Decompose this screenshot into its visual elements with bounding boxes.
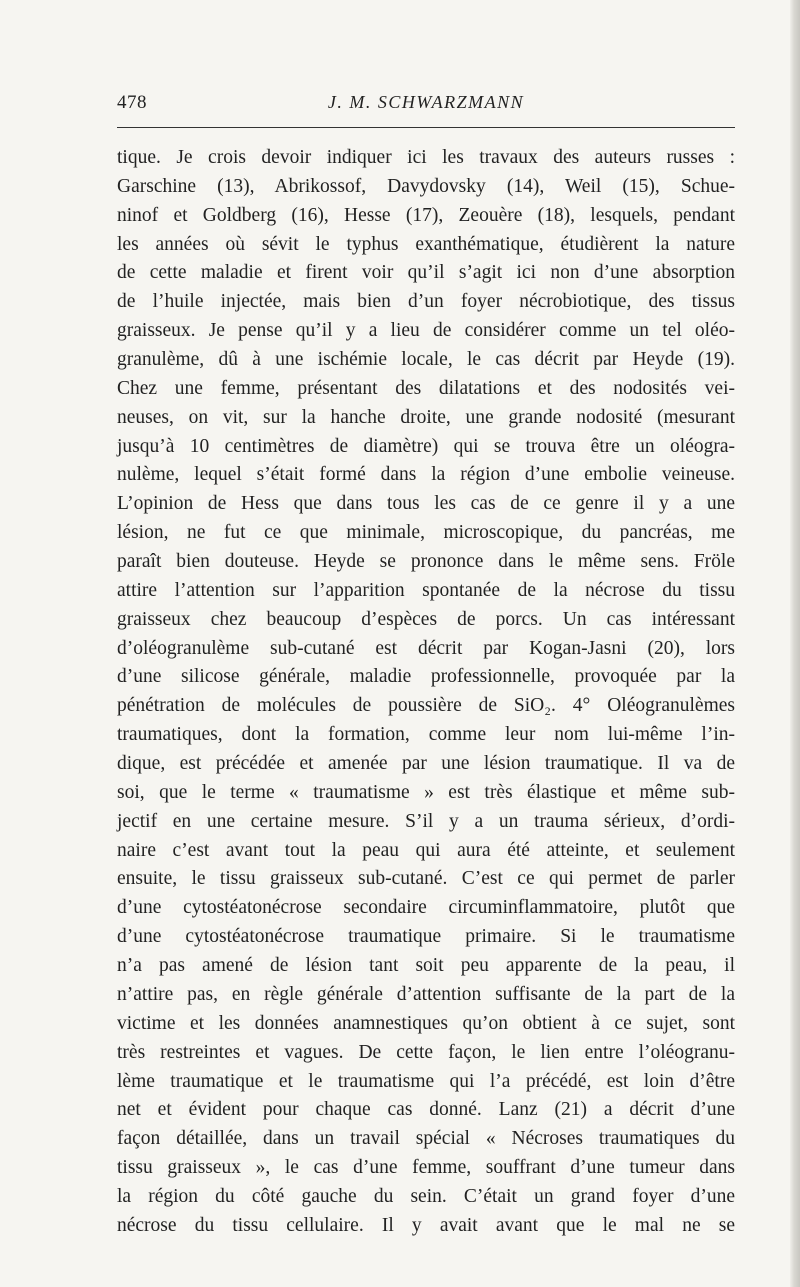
text-line: attire l’attention sur l’apparition spontanée de la nécrose du tissu: [117, 579, 735, 601]
header-rule: [117, 127, 735, 128]
text-line: graisseux. Je pense qu’il y a lieu de considérer comme un tel oléo-: [117, 320, 735, 342]
text-line: victime et les données anamnestiques qu’on obtient à ce sujet, sont: [117, 1012, 735, 1034]
text-line: ninof et Goldberg (16), Hesse (17), Zeouère (18), lesquels, pendant: [117, 204, 735, 226]
text-line: nulème, lequel s’était formé dans la région d’une embolie veineuse.: [117, 464, 735, 486]
text-line: net et évident pour chaque cas donné. Lanz (21) a décrit d’une: [117, 1099, 735, 1121]
text-line: jectif en une certaine mesure. S’il y a un trauma sérieux, d’ordi-: [117, 810, 735, 832]
text-line: d’oléogranulème sub-cutané est décrit par Kogan-Jasni (20), lors: [117, 637, 735, 659]
text-line: naire c’est avant tout la peau qui aura été atteinte, et seulement: [117, 839, 735, 861]
text-line: Garschine (13), Abrikossof, Davydovsky (14), Weil (15), Schue-: [117, 175, 735, 197]
text-line: lème traumatique et le traumatisme qui l’a précédé, est loin d’être: [117, 1070, 735, 1092]
text-line: de l’huile injectée, mais bien d’un foyer nécrobiotique, des tissus: [117, 291, 735, 313]
text-line: ensuite, le tissu graisseux sub-cutané. C’est ce qui permet de parler: [117, 868, 735, 890]
text-line: graisseux chez beaucoup d’espèces de porcs. Un cas intéressant: [117, 608, 735, 630]
text-line: d’une cytostéatonécrose traumatique primaire. Si le traumatisme: [117, 926, 735, 948]
body-text: [117, 144, 735, 1241]
text-line: tique. Je crois devoir indiquer ici les travaux des auteurs russes :: [117, 147, 735, 168]
page-edge-shadow: [790, 0, 800, 1287]
text-line: nécrose du tissu cellulaire. Il y avait avant que le mal ne se: [117, 1214, 735, 1236]
text-line: façon détaillée, dans un travail spécial « Nécroses traumatiques du: [117, 1128, 735, 1150]
text-line: L’opinion de Hess que dans tous les cas de ce genre il y a une: [117, 493, 735, 515]
text-line: soi, que le terme « traumatisme » est très élastique et même sub-: [117, 781, 735, 803]
running-head: J. M. SCHWARZMANN: [327, 92, 525, 112]
text-line: granulème, dû à une ischémie locale, le cas décrit par Heyde (19).: [117, 349, 735, 371]
text-line: traumatiques, dont la formation, comme leur nom lui-même l’in-: [117, 724, 735, 746]
text-line: paraît bien douteuse. Heyde se prononce dans le même sens. Fröle: [117, 551, 735, 573]
text-line: lésion, ne fut ce que minimale, microscopique, du pancréas, me: [117, 522, 735, 544]
text-line: les années où sévit le typhus exanthématique, étudièrent la nature: [117, 233, 735, 255]
text-line: Chez une femme, présentant des dilatations et des nodosités vei-: [117, 377, 735, 399]
text-line: n’a pas amené de lésion tant soit peu apparente de la peau, il: [117, 955, 735, 977]
text-line: tissu graisseux », le cas d’une femme, souffrant d’une tumeur dans: [117, 1157, 735, 1179]
text-line: la région du côté gauche du sein. C’était un grand foyer d’une: [117, 1185, 735, 1207]
text-line: jusqu’à 10 centimètres de diamètre) qui se trouva être un oléogra-: [117, 435, 735, 457]
text-line: de cette maladie et firent voir qu’il s’agit ici non d’une absorption: [117, 262, 735, 284]
page-number: 478: [117, 92, 147, 113]
text-line: très restreintes et vagues. De cette façon, le lien entre l’oléogranu-: [117, 1041, 735, 1063]
text-line: d’une cytostéatonécrose secondaire circuminflammatoire, plutôt que: [117, 897, 735, 919]
page-header: [117, 92, 735, 118]
text-line: n’attire pas, en règle générale d’attention suffisante de la part de la: [117, 983, 735, 1005]
text-line: dique, est précédée et amenée par une lésion traumatique. Il va de: [117, 753, 735, 775]
text-line: d’une silicose générale, maladie professionnelle, provoquée par la: [117, 666, 735, 688]
text-line: neuses, on vit, sur la hanche droite, une grande nodosité (mesurant: [117, 406, 735, 428]
text-line: pénétration de molécules de poussière de SiO₂. 4° Oléogranulèmes: [117, 695, 735, 717]
